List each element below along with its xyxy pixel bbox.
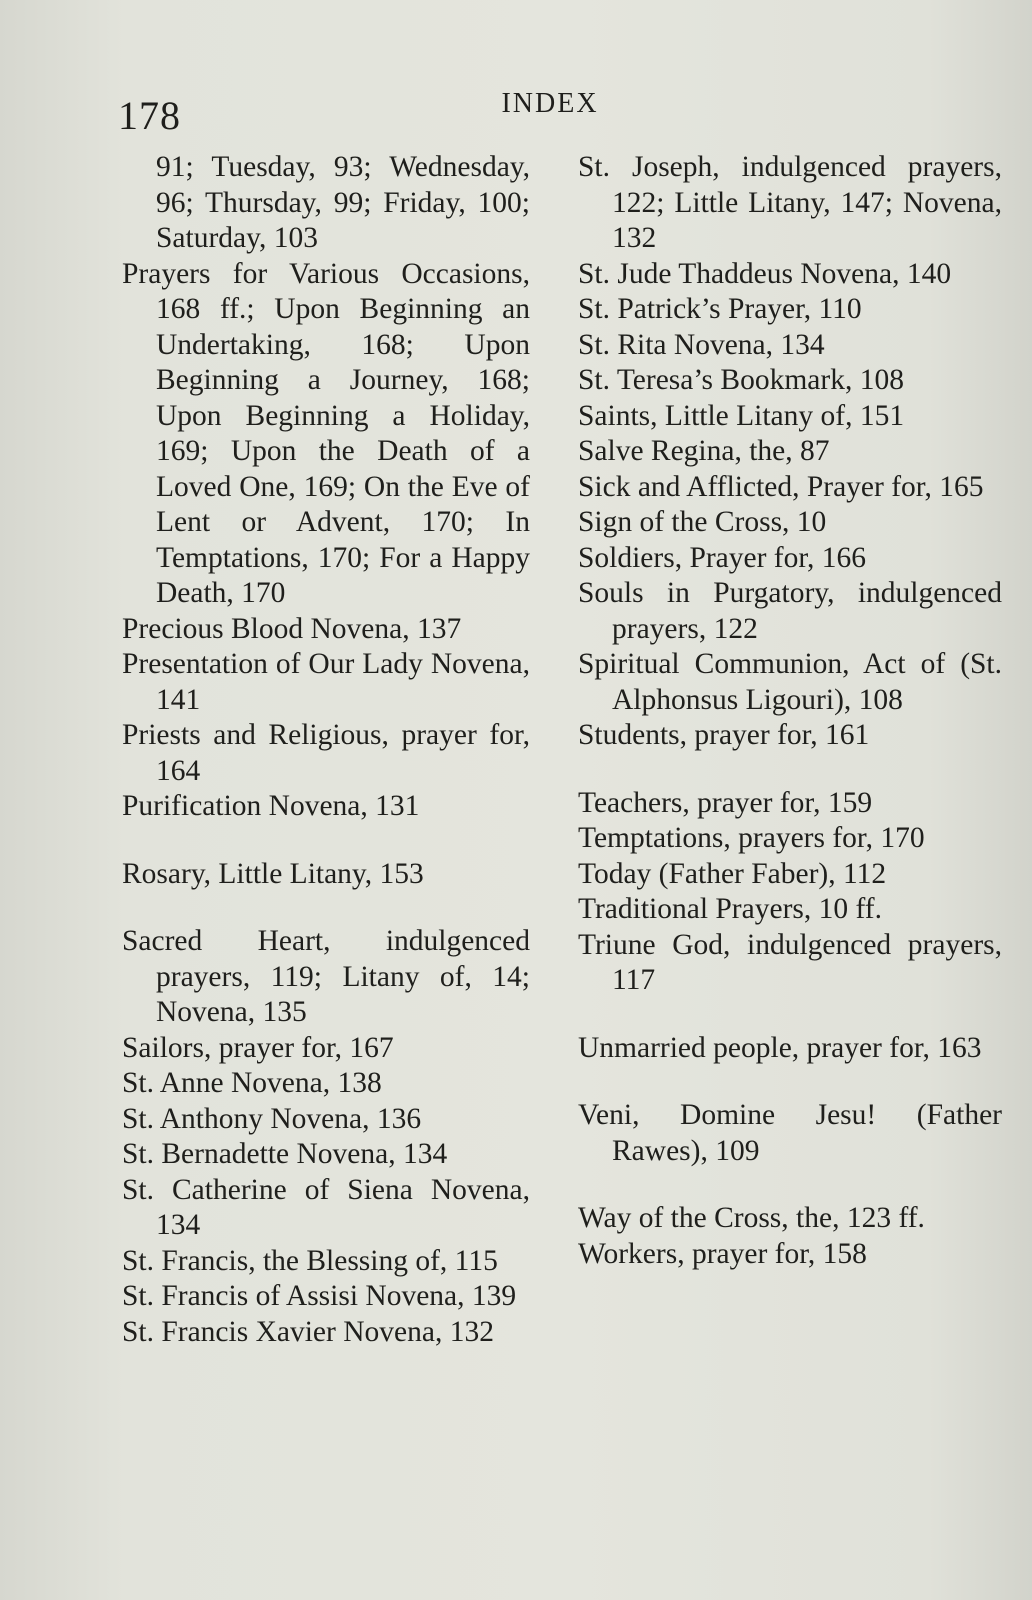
index-entry: Priests and Religious, prayer for, 164 — [122, 719, 530, 787]
index-entry: Soldiers, Prayer for, 166 — [578, 541, 867, 574]
index-entry: 91; Tuesday, 93; Wednesday, 96; Thursday, 99; Friday, 100; Saturday, 103 — [156, 151, 530, 254]
index-entry: St. Joseph, indulgenced prayers, 122; Little Litany, 147; Novena, 132 — [578, 151, 1002, 254]
index-entry: Sacred Heart, indulgenced prayers, 119; Litany of, 14; Novena, 135 — [122, 925, 530, 1028]
index-entry: St. Francis Xavier Novena, 132 — [122, 1315, 494, 1348]
index-entry: Traditional Prayers, 10 ff. — [578, 893, 882, 925]
index-gap — [122, 825, 530, 857]
index-entry: Precious Blood Novena, 137 — [122, 612, 462, 645]
index-entry: Teachers, prayer for, 159 — [578, 786, 873, 819]
index-entry: Triune God, indulgenced prayers, 117 — [578, 928, 1002, 996]
index-gap — [122, 892, 530, 924]
index-column-right — [578, 150, 1002, 1272]
index-entry: Sick and Afflicted, Prayer for, 165 — [578, 470, 984, 503]
index-entry: St. Francis of Assisi Novena, 139 — [122, 1280, 517, 1312]
index-entry: St. Anthony Novena, 136 — [122, 1102, 422, 1135]
index-entry: Purification Novena, 131 — [122, 790, 420, 822]
index-entry: Temptations, prayers for, 170 — [578, 822, 925, 854]
index-entry: St. Catherine of Siena Novena, 134 — [122, 1173, 530, 1241]
index-entry: Salve Regina, the, 87 — [578, 435, 830, 467]
index-entry: Workers, prayer for, 158 — [578, 1237, 867, 1270]
index-entry: Students, prayer for, 161 — [578, 719, 870, 751]
index-entry: Unmarried people, prayer for, 163 — [578, 1031, 982, 1064]
index-entry: St. Patrick’s Prayer, 110 — [578, 293, 862, 325]
index-entry: St. Bernadette Novena, 134 — [122, 1138, 448, 1170]
index-entry: Today (Father Faber), 112 — [578, 857, 887, 890]
index-gap — [578, 1066, 1002, 1098]
index-entry: Way of the Cross, the, 123 ff. — [578, 1202, 925, 1234]
index-column-left — [122, 150, 530, 1350]
index-entry: St. Jude Thaddeus Novena, 140 — [578, 257, 952, 290]
index-entry: Souls in Purgatory, indulgenced prayers, 122 — [578, 577, 1002, 645]
index-entry: Presentation of Our Lady Novena, 141 — [122, 648, 530, 716]
running-head: INDEX — [501, 88, 599, 119]
index-entry: St. Francis, the Blessing of, 115 — [122, 1244, 498, 1277]
index-entry: St. Anne Novena, 138 — [122, 1067, 382, 1099]
index-entry: Prayers for Various Occasions, 168 ff.; Upon Beginning an Undertaking, 168; Upon Beginning a Journey, 168; Upon Beginning a Holiday, 169; Upon the Death of a Loved One, 169; On the Eve of Lent or Advent, 170; In Temptations, 170; For a Happy Death, 170 — [122, 257, 530, 609]
index-gap — [578, 1169, 1002, 1201]
index-entry: Veni, Domine Jesu! (Father Rawes), 109 — [578, 1099, 1002, 1167]
index-entry: Sailors, prayer for, 167 — [122, 1031, 394, 1064]
index-entry: St. Rita Novena, 134 — [578, 328, 825, 361]
index-gap — [578, 754, 1002, 786]
index-entry: Spiritual Communion, Act of (St. Alphonsus Ligouri), 108 — [578, 648, 1002, 716]
page-number: 178 — [118, 93, 181, 138]
index-entry: Saints, Little Litany of, 151 — [578, 399, 905, 432]
index-entry: St. Teresa’s Bookmark, 108 — [578, 364, 904, 396]
index-gap — [578, 999, 1002, 1031]
index-entry: Rosary, Little Litany, 153 — [122, 857, 424, 890]
index-entry: Sign of the Cross, 10 — [578, 506, 827, 538]
